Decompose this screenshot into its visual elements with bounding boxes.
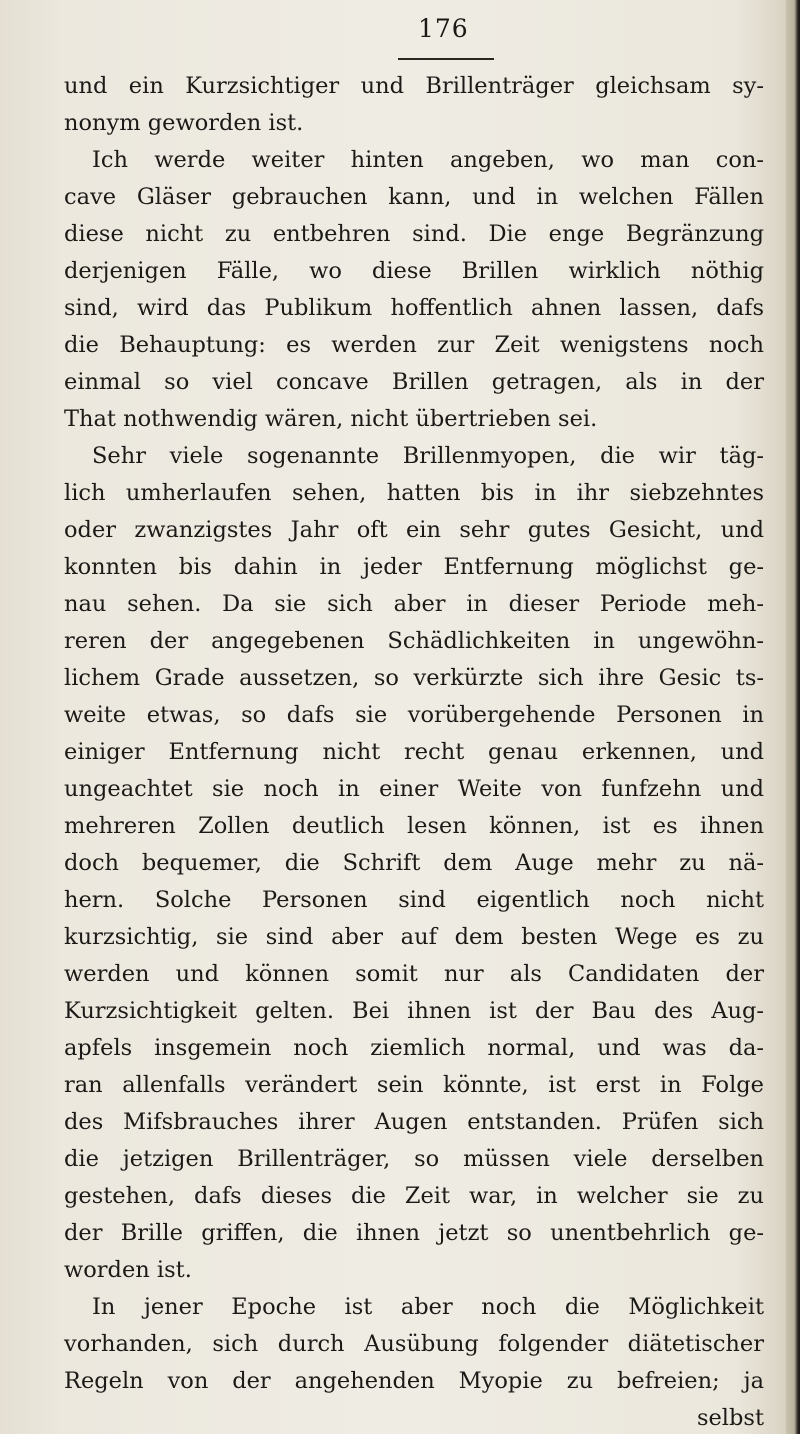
text-line: In jener Epoche ist aber noch die Möglichkeit <box>92 1294 764 1320</box>
text-line: konnten bis dahin in jeder Entfernung möglichst ge- <box>64 554 764 580</box>
header-rule <box>398 58 494 60</box>
text-line: des Mifsbrauches ihrer Augen entstanden. Prüfen sich <box>64 1109 764 1135</box>
text-line: und ein Kurzsichtiger und Brillenträger gleichsam sy- <box>64 73 764 99</box>
text-line: weite etwas, so dafs sie vorübergehende Personen in <box>64 702 764 728</box>
text-line: einiger Entfernung nicht recht genau erkennen, und <box>64 739 764 765</box>
page-number: 176 <box>418 14 469 43</box>
text-line: lich umherlaufen sehen, hatten bis in ihr siebzehntes <box>64 480 764 506</box>
text-line: werden und können somit nur als Candidaten der <box>64 961 764 987</box>
text-line: nonym geworden ist. <box>64 110 304 136</box>
text-line: kurzsichtig, sie sind aber auf dem besten Wege es zu <box>64 924 764 950</box>
text-line: worden ist. <box>64 1257 192 1283</box>
page-edge-shadow <box>786 0 800 1434</box>
text-line: nau sehen. Da sie sich aber in dieser Periode meh- <box>64 591 764 617</box>
text-line: der Brille griffen, die ihnen jetzt so unentbehrlich ge- <box>64 1220 764 1246</box>
text-line: That nothwendig wären, nicht übertrieben sei. <box>64 406 598 432</box>
text-line: hern. Solche Personen sind eigentlich noch nicht <box>64 887 764 913</box>
text-line: Sehr viele sogenannte Brillenmyopen, die wir täg- <box>92 443 764 469</box>
text-line: ungeachtet sie noch in einer Weite von funfzehn und <box>64 776 764 802</box>
text-line: Ich werde weiter hinten angeben, wo man con- <box>92 147 764 173</box>
text-line: reren der angegebenen Schädlichkeiten in ungewöhn- <box>64 628 764 654</box>
text-line: mehreren Zollen deutlich lesen können, ist es ihnen <box>64 813 764 839</box>
text-line: selbst <box>696 1405 764 1431</box>
text-line: vorhanden, sich durch Ausübung folgender diätetischer <box>64 1331 764 1357</box>
text-line: lichem Grade aussetzen, so verkürzte sich ihre Gesic ts- <box>64 665 764 691</box>
text-line: apfels insgemein noch ziemlich normal, und was da- <box>64 1035 764 1061</box>
text-line: einmal so viel concave Brillen getragen, als in der <box>64 369 764 395</box>
text-line: Kurzsichtigkeit gelten. Bei ihnen ist der Bau des Aug- <box>64 998 764 1024</box>
text-line: ran allenfalls verändert sein könnte, ist erst in Folge <box>64 1072 764 1098</box>
text-line: die jetzigen Brillenträger, so müssen viele derselben <box>64 1146 764 1172</box>
text-line: die Behauptung: es werden zur Zeit wenigstens noch <box>64 332 764 358</box>
text-line: Regeln von der angehenden Myopie zu befreien; ja <box>64 1368 764 1394</box>
text-line: gestehen, dafs dieses die Zeit war, in welcher sie zu <box>64 1183 764 1209</box>
text-line: cave Gläser gebrauchen kann, und in welchen Fällen <box>64 184 764 210</box>
text-line: doch bequemer, die Schrift dem Auge mehr zu nä- <box>64 850 764 876</box>
text-line: sind, wird das Publikum hoffentlich ahnen lassen, dafs <box>64 295 764 321</box>
text-line: oder zwanzigstes Jahr oft ein sehr gutes Gesicht, und <box>64 517 764 543</box>
text-line: diese nicht zu entbehren sind. Die enge Begränzung <box>64 221 764 247</box>
body-text <box>64 68 764 1434</box>
text-line: derjenigen Fälle, wo diese Brillen wirklich nöthig <box>64 258 764 284</box>
